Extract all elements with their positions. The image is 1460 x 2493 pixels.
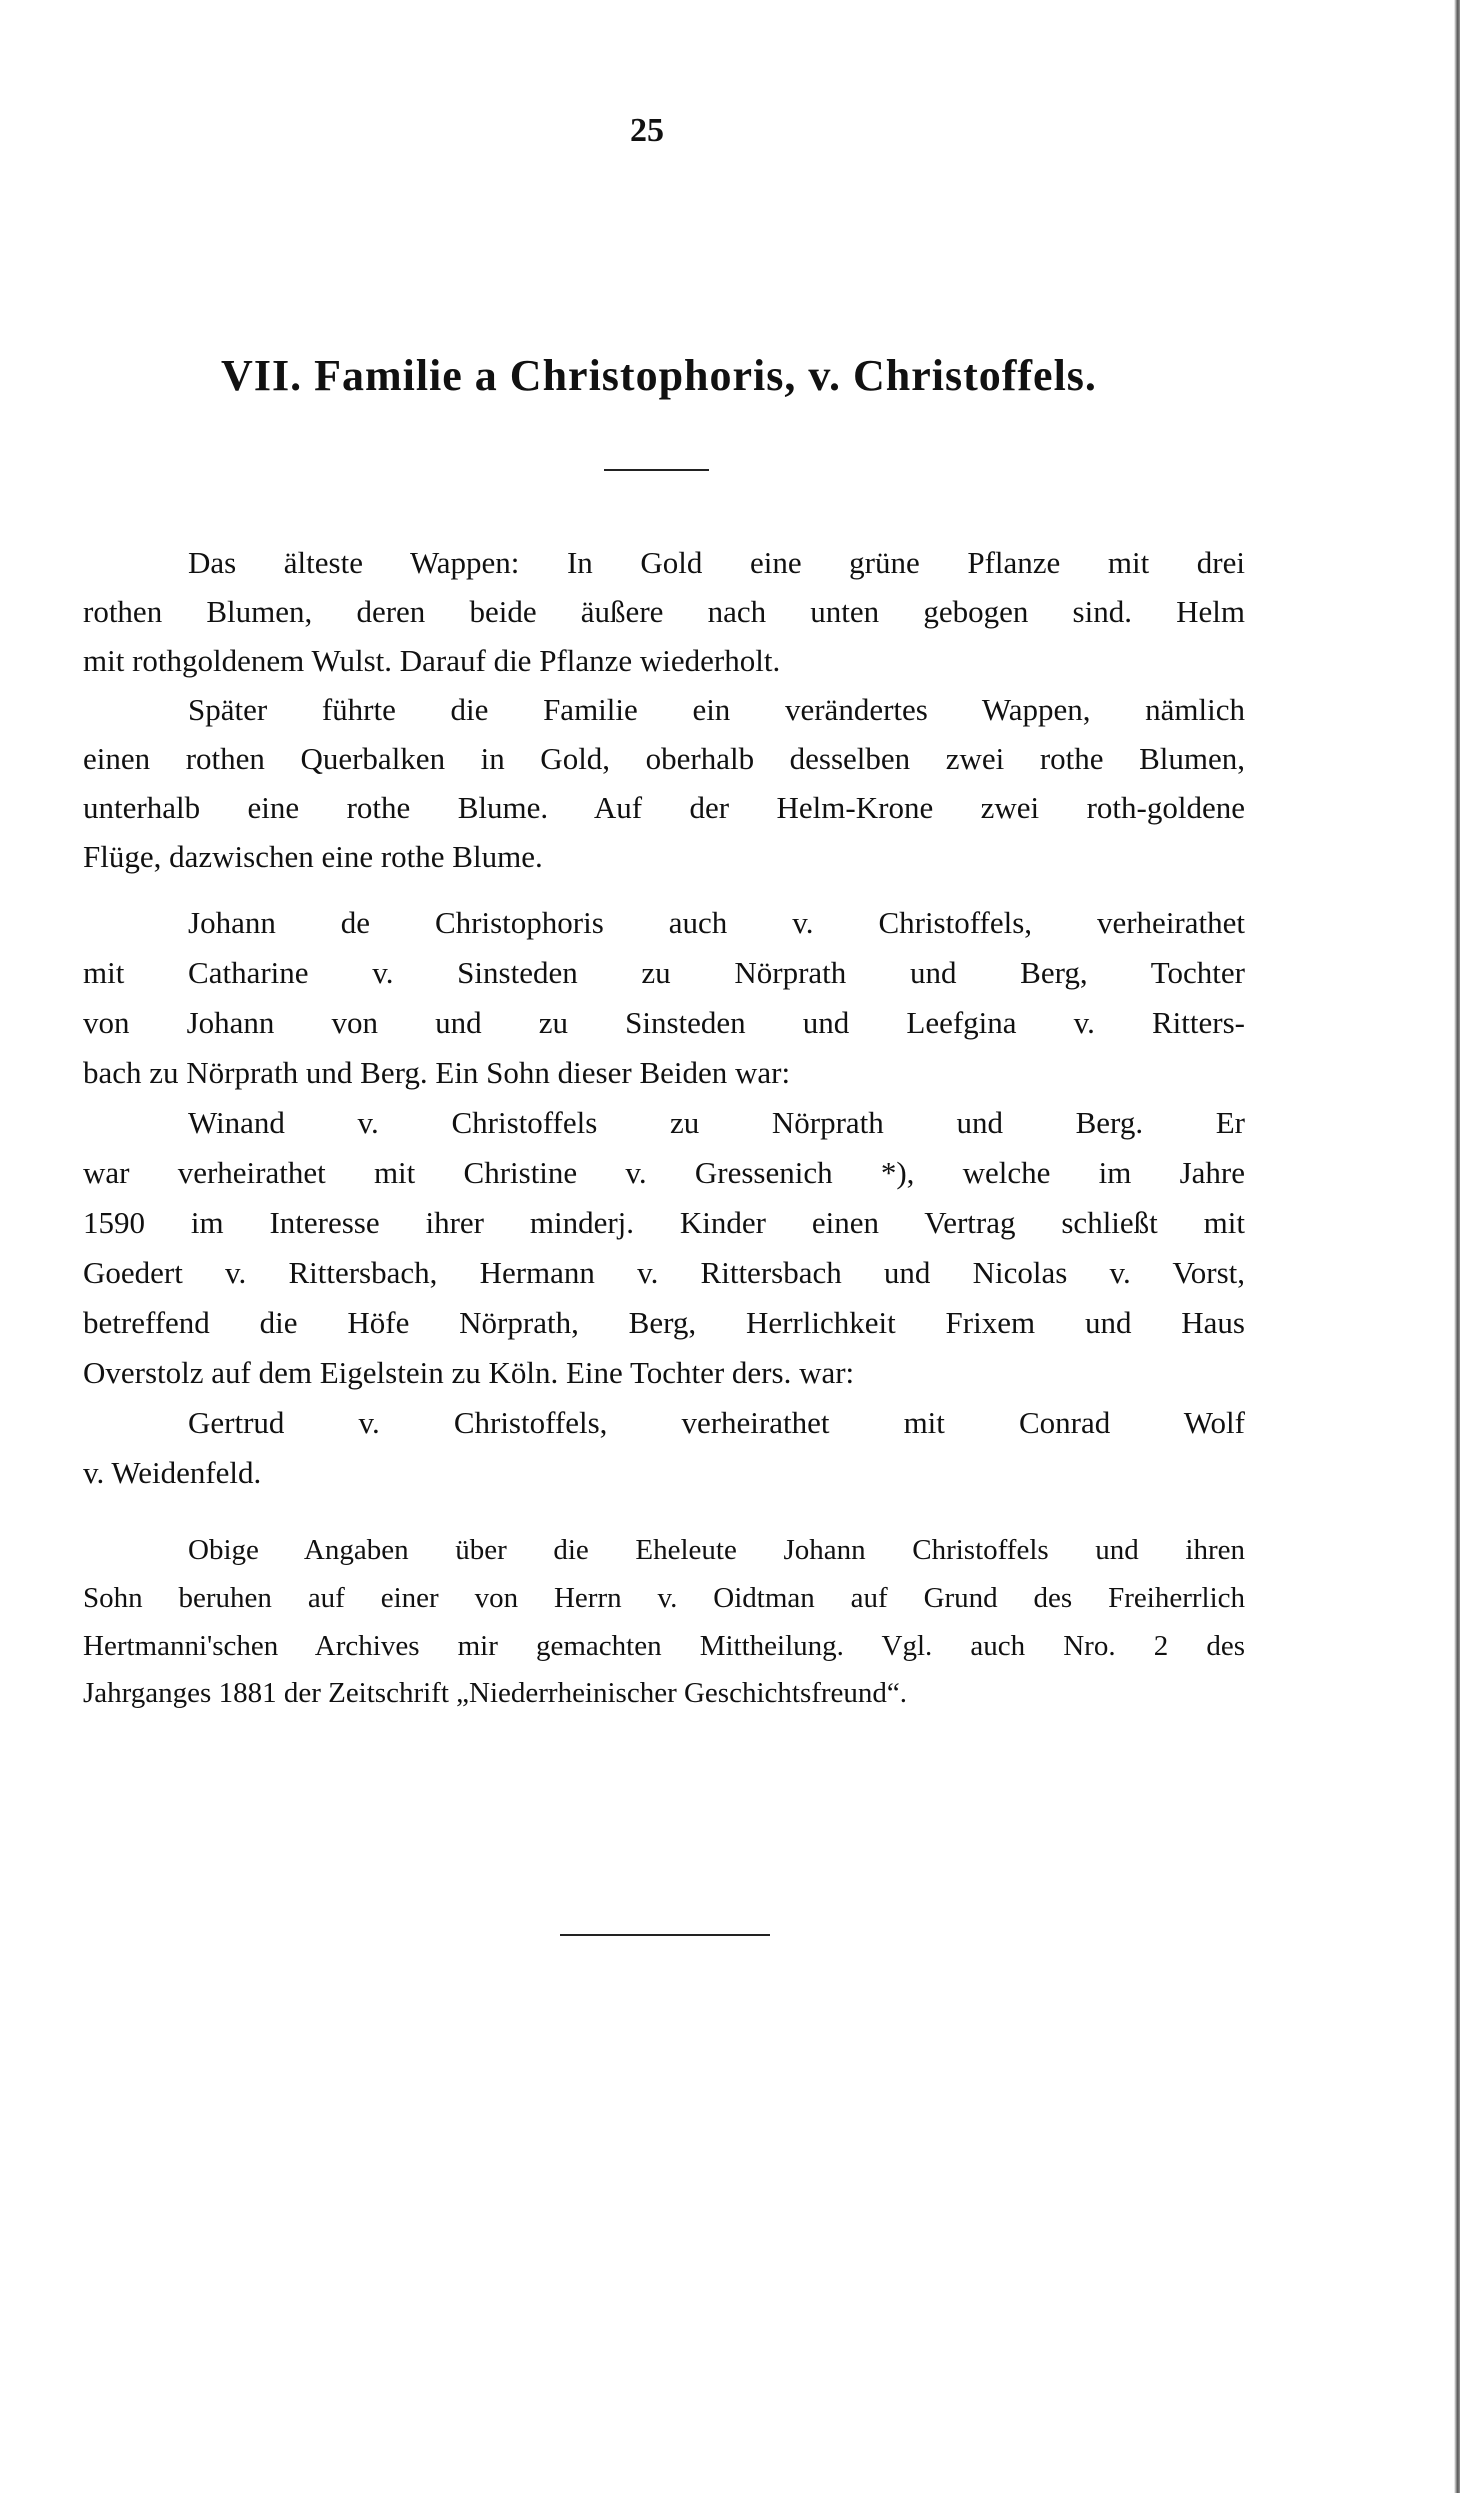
text-line: Winand v. Christoffels zu Nörprath und Berg. Er xyxy=(188,1105,1245,1140)
text-line: Später führte die Familie ein verändertes Wappen, nämlich xyxy=(188,692,1245,727)
text-line: Gertrud v. Christoffels, verheirathet mit Conrad Wolf xyxy=(188,1405,1245,1440)
text-line: Johann de Christophoris auch v. Christoffels, verheirathet xyxy=(188,905,1245,940)
text-line: Goedert v. Rittersbach, Hermann v. Rittersbach und Nicolas v. Vorst, xyxy=(83,1255,1245,1290)
chapter-title: VII. Familie a Christophoris, v. Christoffels. xyxy=(221,351,1097,400)
text-line: betreffend die Höfe Nörprath, Berg, Herrlichkeit Frixem und Haus xyxy=(83,1305,1245,1340)
text-line: einen rothen Querbalken in Gold, oberhalb desselben zwei rothe Blumen, xyxy=(83,741,1245,776)
text-line: Das älteste Wappen: In Gold eine grüne Pflanze mit drei xyxy=(188,545,1245,580)
end-divider xyxy=(560,1934,770,1936)
text-line: Flüge, dazwischen eine rothe Blume. xyxy=(83,839,543,874)
page-edge-shadow xyxy=(1454,0,1460,2493)
page-number: 25 xyxy=(630,112,664,149)
text-line: Overstolz auf dem Eigelstein zu Köln. Eine Tochter ders. war: xyxy=(83,1355,855,1390)
text-line: rothen Blumen, deren beide äußere nach unten gebogen sind. Helm xyxy=(83,594,1245,629)
text-line: bach zu Nörprath und Berg. Ein Sohn dieser Beiden war: xyxy=(83,1055,791,1090)
footnote-line: Jahrganges 1881 der Zeitschrift „Niederrheinischer Geschichtsfreund“. xyxy=(83,1677,908,1709)
footnote-line: Obige Angaben über die Eheleute Johann Christoffels und ihren xyxy=(188,1534,1245,1566)
text-line: mit Catharine v. Sinsteden zu Nörprath und Berg, Tochter xyxy=(83,955,1245,990)
text-line: mit rothgoldenem Wulst. Darauf die Pflanze wiederholt. xyxy=(83,643,781,678)
footnote-line: Hertmanni'schen Archives mir gemachten Mittheilung. Vgl. auch Nro. 2 des xyxy=(83,1630,1245,1662)
text-line: war verheirathet mit Christine v. Gressenich *), welche im Jahre xyxy=(83,1155,1245,1190)
text-line: von Johann von und zu Sinsteden und Leefgina v. Ritters- xyxy=(83,1005,1245,1040)
text-line: unterhalb eine rothe Blume. Auf der Helm-Krone zwei roth-goldene xyxy=(83,790,1245,825)
text-line: v. Weidenfeld. xyxy=(83,1455,262,1490)
text-line: 1590 im Interesse ihrer minderj. Kinder einen Vertrag schließt mit xyxy=(83,1205,1245,1240)
title-divider xyxy=(604,469,709,471)
footnote-line: Sohn beruhen auf einer von Herrn v. Oidtman auf Grund des Freiherrlich xyxy=(83,1582,1245,1614)
